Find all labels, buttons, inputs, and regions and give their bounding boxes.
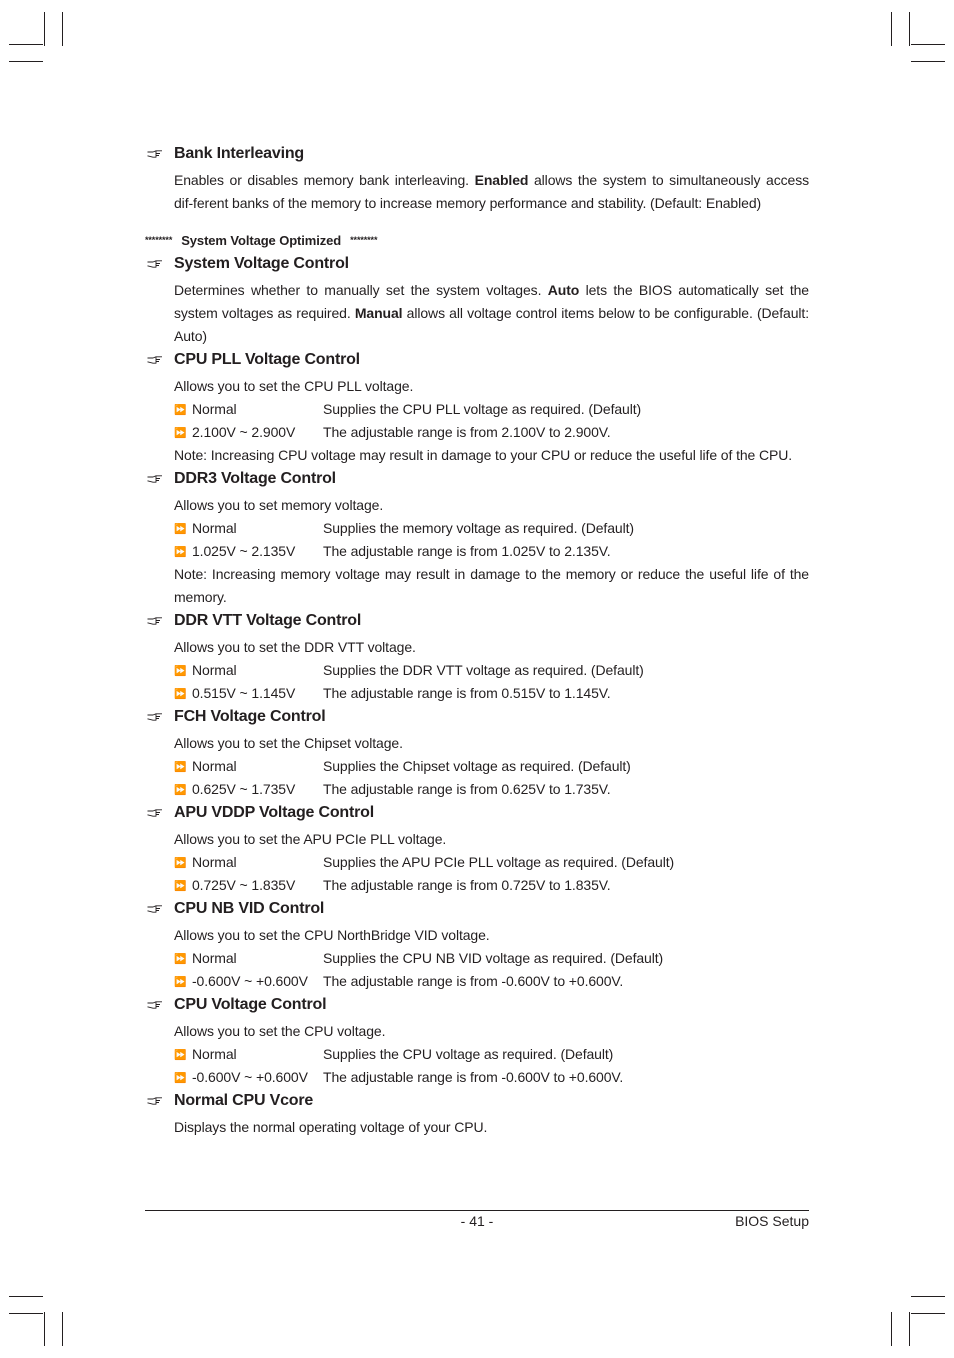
option-name — [174, 682, 323, 705]
setting-title-text: System Voltage Control — [174, 255, 349, 272]
setting-title — [145, 801, 809, 824]
divider-label: System Voltage Optimized — [181, 233, 342, 248]
sections-after-divider — [145, 252, 809, 1139]
setting-section — [145, 1089, 809, 1139]
option-name — [174, 659, 323, 682]
option-row — [174, 398, 809, 421]
description-keyword: Auto — [547, 282, 580, 298]
setting-description — [174, 375, 809, 398]
setting-section — [145, 467, 809, 609]
option-name-text: Normal — [192, 401, 237, 417]
option-row — [174, 1043, 809, 1066]
setting-title — [145, 993, 809, 1016]
option-name-text: Normal — [192, 758, 237, 774]
option-row — [174, 682, 809, 705]
setting-title — [145, 1089, 809, 1112]
description-text: Determines whether to manually set the system voltages. — [174, 282, 548, 298]
option-name — [174, 1043, 323, 1066]
setting-section — [145, 801, 809, 897]
setting-section — [145, 993, 809, 1089]
description-text: Allows you to set the DDR VTT voltage. — [174, 639, 416, 655]
pointing-hand-icon — [145, 467, 165, 490]
option-row — [174, 874, 809, 897]
option-name-text: 0.515V ~ 1.145V — [192, 685, 296, 701]
option-row — [174, 1066, 809, 1089]
setting-title — [145, 142, 809, 165]
option-value: The adjustable range is from 2.100V to 2.900V. — [323, 424, 611, 440]
double-arrow-icon: ⏩ — [174, 977, 187, 988]
setting-description — [174, 828, 809, 851]
setting-note: Note: Increasing CPU voltage may result in damage to your CPU or reduce the useful life of the CPU. — [174, 447, 793, 463]
option-value: The adjustable range is from 0.515V to 1.145V. — [323, 685, 611, 701]
option-value: Supplies the APU PCIe PLL voltage as required. (Default) — [323, 854, 675, 870]
double-arrow-icon: ⏩ — [174, 881, 187, 892]
double-arrow-icon: ⏩ — [174, 689, 187, 700]
option-name-text: 0.625V ~ 1.735V — [192, 781, 296, 797]
crop-mark — [9, 1296, 43, 1297]
setting-title — [145, 467, 809, 490]
setting-body — [145, 494, 809, 609]
page-number: - 41 - — [460, 1213, 494, 1229]
crop-mark — [9, 1313, 43, 1314]
option-name — [174, 517, 323, 540]
description-keyword: Enabled — [474, 172, 529, 188]
setting-description — [174, 169, 809, 215]
setting-note: Note: Increasing memory voltage may result in damage to the memory or reduce the useful life of the memory. — [174, 566, 809, 605]
crop-mark — [9, 61, 43, 62]
option-value: Supplies the CPU NB VID voltage as required. (Default) — [323, 950, 664, 966]
setting-body — [145, 375, 809, 467]
setting-title-text: Normal CPU Vcore — [174, 1092, 314, 1109]
option-name-text: Normal — [192, 662, 237, 678]
option-name-text: Normal — [192, 520, 237, 536]
divider-stars-right: ******** — [350, 235, 378, 245]
footer-title: BIOS Setup — [735, 1213, 809, 1229]
setting-body — [145, 732, 809, 801]
option-row — [174, 755, 809, 778]
option-row — [174, 778, 809, 801]
setting-title — [145, 609, 809, 632]
option-value: The adjustable range is from 0.625V to 1.735V. — [323, 781, 611, 797]
option-name-text: 0.725V ~ 1.835V — [192, 877, 296, 893]
option-value: Supplies the Chipset voltage as required. (Default) — [323, 758, 631, 774]
setting-section — [145, 609, 809, 705]
option-value: The adjustable range is from -0.600V to +0.600V. — [323, 973, 624, 989]
option-value: Supplies the memory voltage as required. (Default) — [323, 520, 634, 536]
option-name — [174, 947, 323, 970]
description-text: Allows you to set the CPU voltage. — [174, 1023, 386, 1039]
option-name — [174, 755, 323, 778]
setting-title — [145, 348, 809, 371]
option-value: Supplies the DDR VTT voltage as required. (Default) — [323, 662, 644, 678]
pointing-hand-icon — [145, 609, 165, 632]
setting-title — [145, 252, 809, 275]
crop-mark — [911, 61, 945, 62]
description-text: Allows you to set memory voltage. — [174, 497, 384, 513]
crop-mark — [911, 1313, 945, 1314]
option-name — [174, 874, 323, 897]
option-name — [174, 778, 323, 801]
double-arrow-icon: ⏩ — [174, 666, 187, 677]
pointing-hand-icon — [145, 252, 165, 275]
option-row — [174, 970, 809, 993]
description-text: Allows you to set the APU PCIe PLL voltage. — [174, 831, 447, 847]
setting-body — [145, 1116, 809, 1139]
crop-mark — [62, 12, 63, 46]
option-name-text: Normal — [192, 854, 237, 870]
option-value: Supplies the CPU PLL voltage as required. (Default) — [323, 401, 642, 417]
description-text: Allows you to set the CPU NorthBridge VID voltage. — [174, 927, 490, 943]
option-value: The adjustable range is from 1.025V to 2.135V. — [323, 543, 611, 559]
footer-rule — [145, 1210, 809, 1211]
crop-mark — [909, 1312, 910, 1346]
setting-title-text: FCH Voltage Control — [174, 708, 326, 725]
double-arrow-icon: ⏩ — [174, 1073, 187, 1084]
setting-title-text: DDR3 Voltage Control — [174, 470, 336, 487]
setting-title — [145, 897, 809, 920]
pointing-hand-icon — [145, 897, 165, 920]
option-name — [174, 421, 323, 444]
setting-description — [174, 1116, 809, 1139]
double-arrow-icon: ⏩ — [174, 1050, 187, 1061]
setting-description — [174, 732, 809, 755]
description-keyword: Manual — [354, 305, 403, 321]
option-value: The adjustable range is from -0.600V to +0.600V. — [323, 1069, 624, 1085]
setting-section — [145, 348, 809, 467]
double-arrow-icon: ⏩ — [174, 954, 187, 965]
crop-mark — [9, 44, 43, 45]
option-row — [174, 947, 809, 970]
manual-content — [145, 142, 809, 1139]
description-text: allows all voltage control items below to be configurable. (Default: Auto) — [174, 305, 809, 344]
setting-description — [174, 636, 809, 659]
option-value: Supplies the CPU voltage as required. (Default) — [323, 1046, 614, 1062]
option-name-text: 1.025V ~ 2.135V — [192, 543, 296, 559]
double-arrow-icon: ⏩ — [174, 785, 187, 796]
crop-mark — [44, 12, 45, 46]
crop-mark — [911, 44, 945, 45]
setting-title-text: DDR VTT Voltage Control — [174, 612, 362, 629]
setting-body — [145, 636, 809, 705]
setting-section — [145, 705, 809, 801]
option-row — [174, 851, 809, 874]
double-arrow-icon: ⏩ — [174, 762, 187, 773]
option-name-text: Normal — [192, 1046, 237, 1062]
option-row — [174, 421, 809, 444]
option-name — [174, 1066, 323, 1089]
pointing-hand-icon — [145, 348, 165, 371]
option-row — [174, 540, 809, 563]
setting-body — [145, 924, 809, 993]
setting-title-text: CPU PLL Voltage Control — [174, 351, 360, 368]
pointing-hand-icon — [145, 705, 165, 728]
double-arrow-icon: ⏩ — [174, 405, 187, 416]
setting-description — [174, 494, 809, 517]
section-divider — [145, 229, 809, 252]
double-arrow-icon: ⏩ — [174, 428, 187, 439]
setting-title-text: APU VDDP Voltage Control — [174, 804, 374, 821]
pointing-hand-icon — [145, 993, 165, 1016]
pointing-hand-icon — [145, 1089, 165, 1112]
double-arrow-icon: ⏩ — [174, 524, 187, 535]
crop-mark — [44, 1312, 45, 1346]
option-name — [174, 540, 323, 563]
description-text: Displays the normal operating voltage of your CPU. — [174, 1119, 488, 1135]
description-text: allows the system to simultaneously access dif-ferent banks of the memory to increase memory performance and stability. (Default: Enabled) — [174, 172, 809, 211]
setting-title-text: CPU Voltage Control — [174, 996, 327, 1013]
option-row — [174, 517, 809, 540]
option-name-text: 2.100V ~ 2.900V — [192, 424, 296, 440]
option-name — [174, 970, 323, 993]
pointing-hand-icon — [145, 142, 165, 165]
setting-title — [145, 705, 809, 728]
setting-title-text: Bank Interleaving — [174, 145, 304, 162]
double-arrow-icon: ⏩ — [174, 858, 187, 869]
setting-body — [145, 828, 809, 897]
setting-body — [145, 279, 809, 348]
crop-mark — [62, 1312, 63, 1346]
pointing-hand-icon — [145, 801, 165, 824]
option-name-text: -0.600V ~ +0.600V — [192, 973, 308, 989]
option-row — [174, 659, 809, 682]
setting-description — [174, 924, 809, 947]
setting-section — [145, 252, 809, 348]
option-name-text: -0.600V ~ +0.600V — [192, 1069, 308, 1085]
crop-mark — [891, 1312, 892, 1346]
divider-stars-left: ******** — [145, 235, 173, 245]
setting-title-text: CPU NB VID Control — [174, 900, 325, 917]
crop-mark — [909, 12, 910, 46]
setting-description — [174, 279, 809, 348]
setting-section — [145, 142, 809, 215]
setting-description — [174, 1020, 809, 1043]
description-text: Allows you to set the Chipset voltage. — [174, 735, 403, 751]
option-name — [174, 851, 323, 874]
crop-mark — [891, 12, 892, 46]
setting-body — [145, 169, 809, 215]
description-text: Enables or disables memory bank interleaving. — [174, 172, 475, 188]
description-text: lets the BIOS automatically set the system voltages as required. — [174, 282, 809, 321]
option-value: The adjustable range is from 0.725V to 1.835V. — [323, 877, 611, 893]
option-name — [174, 398, 323, 421]
crop-mark — [911, 1296, 945, 1297]
double-arrow-icon: ⏩ — [174, 547, 187, 558]
option-name-text: Normal — [192, 950, 237, 966]
setting-body — [145, 1020, 809, 1089]
setting-section — [145, 897, 809, 993]
sections-before-divider — [145, 142, 809, 215]
description-text: Allows you to set the CPU PLL voltage. — [174, 378, 414, 394]
